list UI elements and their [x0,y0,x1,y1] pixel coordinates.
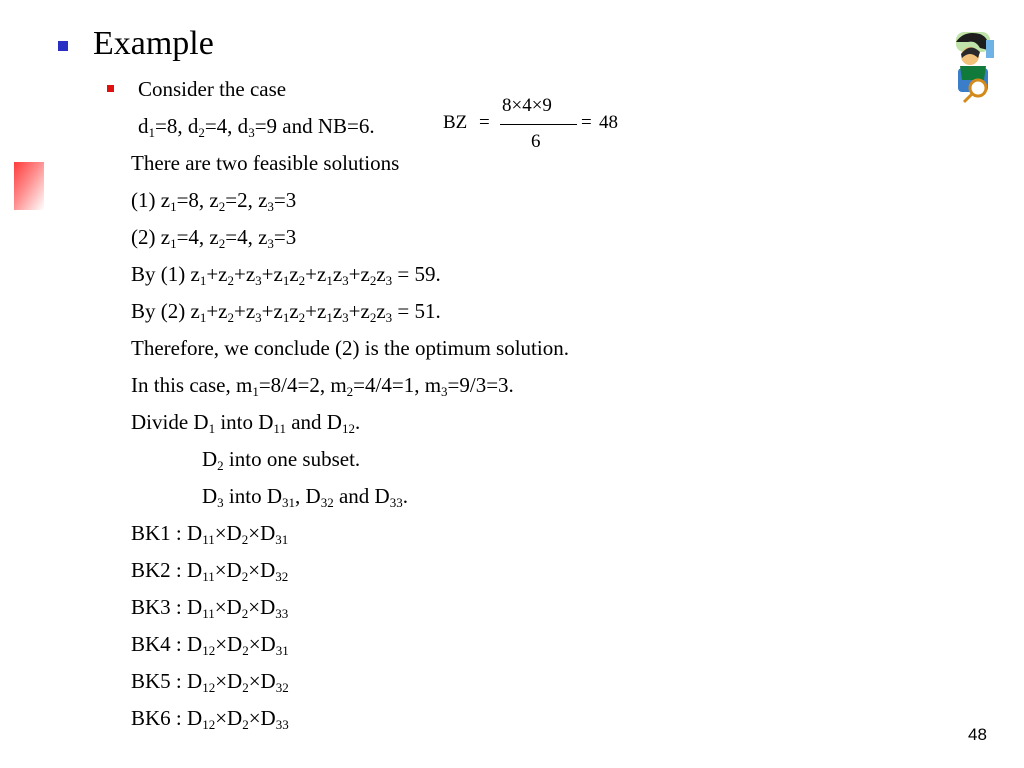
person-with-magnifier-clipart-icon [950,28,996,106]
divide-d2-line: $D_2$ into one subset. [202,447,361,473]
feasible-text: There are two feasible solutions [131,151,400,175]
page-number: 48 [968,725,987,744]
formula-equals: = [479,112,490,133]
fraction-bar [500,124,577,125]
formula-denominator: 6 [531,131,541,152]
by-1-line: By (1) $z_1+z_2+z_3+z_1z_2+z_1z_3+z_2z_3 = 59$. [131,262,441,288]
block-bk6: BK6 : $D_{12}\times D_2\times D_{33}$ [131,706,289,732]
block-bk3: BK3 : $D_{11}\times D_2\times D_{33}$ [131,595,289,621]
block-bk2: BK2 : $D_{11}\times D_2\times D_{32}$ [131,558,289,584]
given-values: $d_1=8$, $d_2=4$, $d_3=9$ and NB=6. [138,114,375,140]
formula-numerator: 8×4×9 [502,95,552,116]
title-bullet-icon [58,41,68,51]
divide-d1-line: Divide $D_1$ into $D_{11}$ and $D_{12}$. [131,410,361,436]
conclusion-text: Therefore, we conclude (2) is the optimum solution. [131,336,569,360]
block-bk4: BK4 : $D_{12}\times D_2\times D_{31}$ [131,632,289,658]
block-bk1: BK1 : $D_{11}\times D_2\times D_{31}$ [131,521,289,547]
divide-d3-line: $D_3$ into $D_{31}$, $D_{32}$ and $D_{33}$. [202,484,408,510]
solution-2: (2) $z_1=4$, $z_2=4$, $z_3=3$ [131,225,297,251]
formula-result: 48 [599,112,618,133]
block-bk5: BK5 : $D_{12}\times D_2\times D_{32}$ [131,669,289,695]
formula-equals-2: = [581,112,592,133]
by-2-line: By (2) $z_1+z_2+z_3+z_1z_2+z_1z_3+z_2z_3 = 51$. [131,299,441,325]
sub-bullet-icon [107,85,114,92]
m-values-line: In this case, $m_1=8/4=2$, $m_2=4/4=1$, $m_3=9/3=3$. [131,373,514,399]
decorative-gradient-bar [14,162,44,210]
solution-1: (1) $z_1=8$, $z_2=2$, $z_3=3$ [131,188,297,214]
sub-bullet-text: Consider the case [138,77,287,101]
slide-title: Example [93,25,214,62]
formula-lhs: BZ [443,112,468,133]
